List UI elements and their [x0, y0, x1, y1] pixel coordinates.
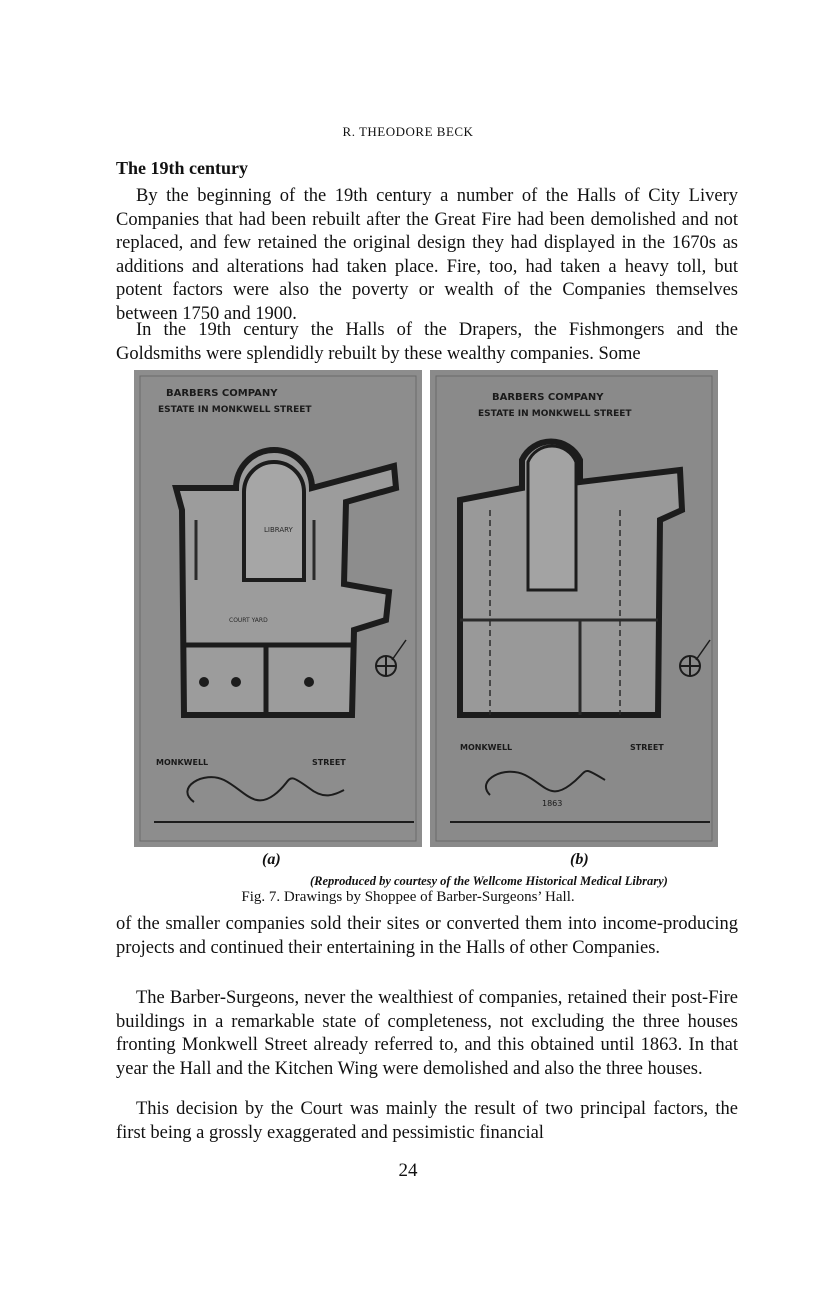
running-head: R. THEODORE BECK	[342, 124, 474, 139]
plate-b-date: 1863	[542, 799, 563, 808]
plate-a-room-label: LIBRARY	[264, 526, 293, 534]
plate-a-floor-plan	[134, 370, 422, 847]
paragraph-4: The Barber-Surgeons, never the wealthiest of companies, retained their post-Fire buildings in a remarkable state of completeness, not excluding the three houses fronting Monkwell Street already referred to, and this obtained until 1863. In that year the Hall and the Kitchen Wing were demolished and also the three houses.	[116, 988, 738, 1079]
plate-a-street-right: STREET	[312, 758, 346, 767]
plate-b-title-2: ESTATE IN MONKWELL STREET	[478, 409, 632, 419]
floor-plan-drawing-b	[430, 370, 718, 847]
plate-a-street-left: MONKWELL	[156, 758, 209, 767]
section-heading: The 19th century	[116, 158, 248, 178]
figure-label-a: (a)	[262, 851, 281, 868]
plate-a-yard-label: COURT YARD	[229, 617, 268, 624]
plate-a-title-2: ESTATE IN MONKWELL STREET	[158, 405, 312, 415]
plate-b-street-right: STREET	[630, 743, 664, 752]
paragraph-1: By the beginning of the 19th century a number of the Halls of City Livery Companies that had been rebuilt after the Great Fire had been demolished and not replaced, and few retained the original design they had displayed in the 1670s as additions and alterations had taken place. Fire, too, had taken a heavy toll, but potent factors were also the poverty or wealth of the Companies themselves between 1750 and 1900.	[116, 186, 738, 324]
page-number: 24	[398, 1160, 418, 1181]
figure-credit: (Reproduced by courtesy of the Wellcome Historical Medical Library)	[310, 874, 668, 888]
paragraph-2: In the 19th century the Halls of the Drapers, the Fishmongers and the Goldsmiths were splendidly rebuilt by these wealthy companies. Some	[116, 320, 738, 364]
paragraph-5: This decision by the Court was mainly the result of two principal factors, the first being a grossly exaggerated and pessimistic financial	[116, 1099, 738, 1143]
plate-b-title-1: BARBERS COMPANY	[492, 392, 604, 403]
figure-caption: Fig. 7. Drawings by Shoppee of Barber-Surgeons’ Hall.	[241, 889, 575, 905]
plate-b-floor-plan	[430, 370, 718, 847]
paragraph-3: of the smaller companies sold their sites or converted them into income-producing projects and continued their entertaining in the Halls of other Companies.	[116, 914, 738, 958]
plate-a-title-1: BARBERS COMPANY	[166, 388, 278, 399]
plate-b-street-left: MONKWELL	[460, 743, 513, 752]
figure-7	[134, 370, 714, 847]
figure-label-b: (b)	[570, 851, 589, 868]
floor-plan-drawing-a	[134, 370, 422, 847]
